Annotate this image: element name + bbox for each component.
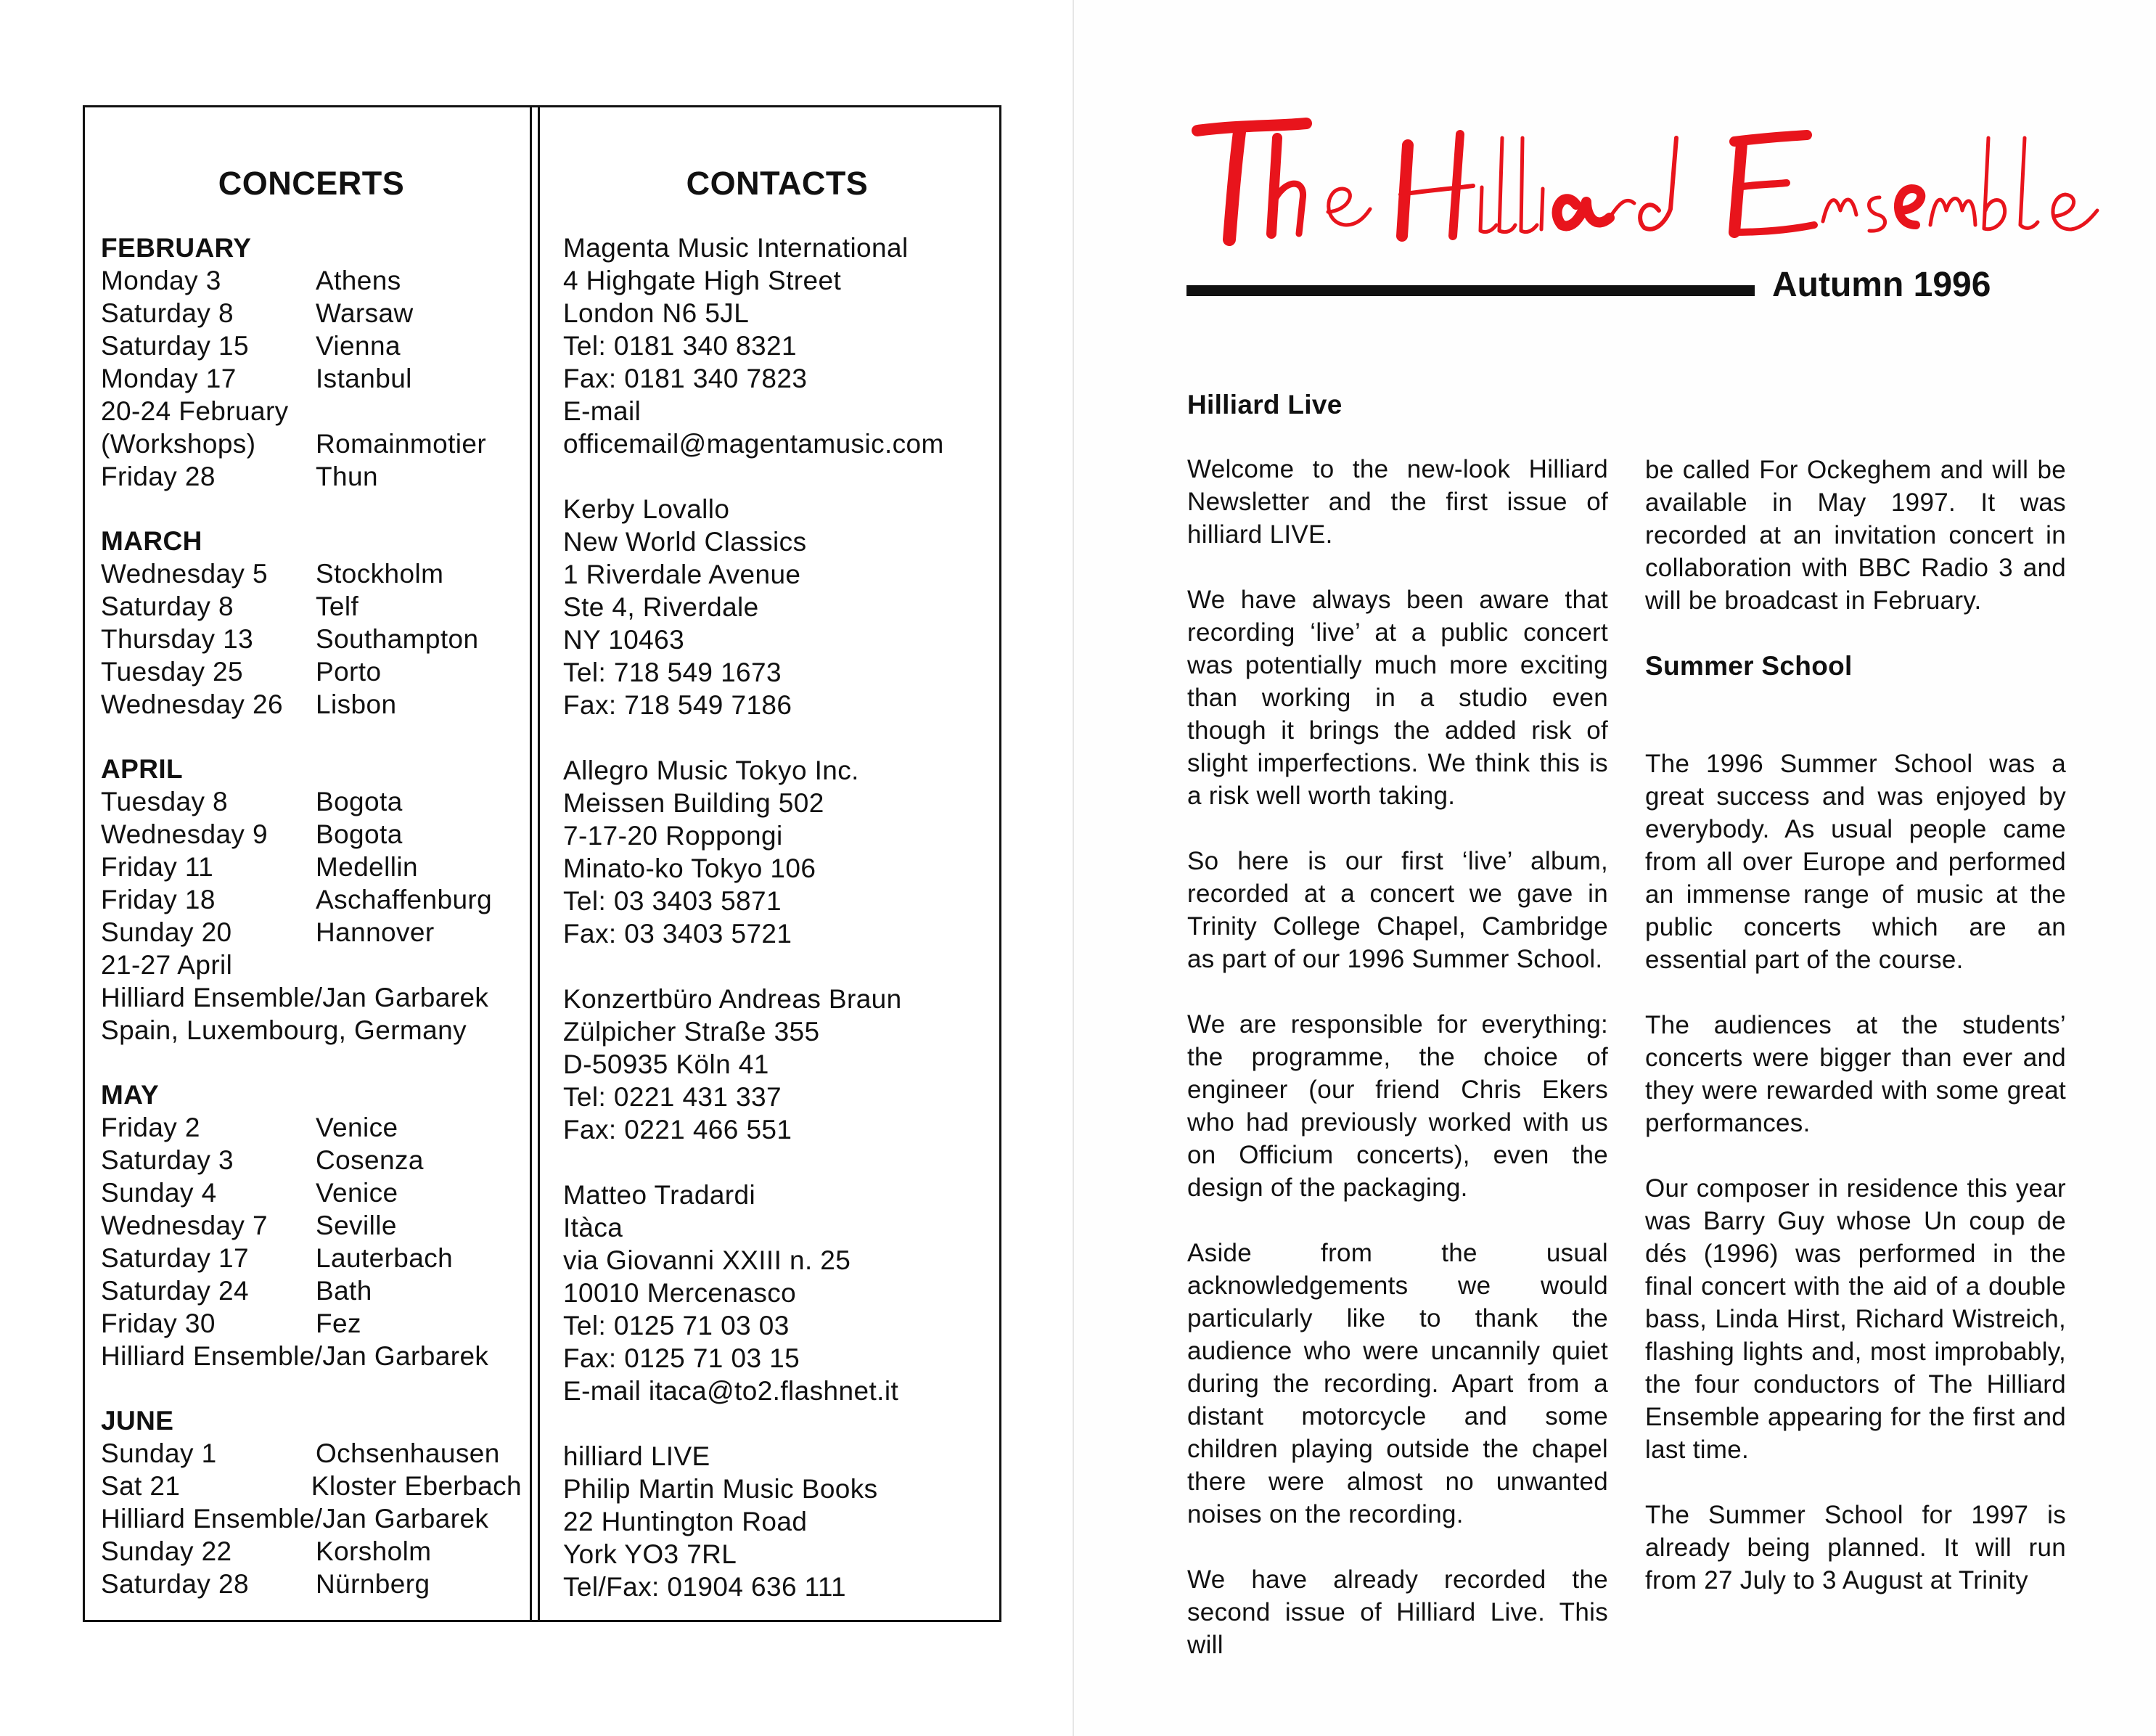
concert-row: [101, 264, 522, 297]
contact-line: Tel: 718 549 1673: [563, 658, 782, 687]
concert-date: Saturday 8: [101, 298, 234, 328]
month-heading: MAY: [101, 1080, 160, 1110]
contact-line: Tel/Fax: 01904 636 111: [563, 1572, 847, 1602]
concert-row: [101, 460, 522, 493]
concert-date: Friday 28: [101, 462, 216, 491]
concert-date: Tuesday 8: [101, 787, 228, 816]
concert-row: [101, 688, 522, 721]
column-divider: [530, 105, 540, 1622]
contact-line: Magenta Music International: [563, 233, 909, 263]
issue-date: Autumn 1996: [1772, 266, 1991, 304]
contact-block: [563, 493, 991, 721]
concerts-title: CONCERTS: [218, 165, 405, 202]
concert-row: [101, 1144, 522, 1176]
contacts-column: [563, 105, 991, 1636]
concert-place: Medellin: [316, 852, 418, 882]
concerts-column: [101, 105, 522, 1600]
contact-line: 10010 Mercenasco: [563, 1278, 797, 1308]
summer-school-paragraph: The 1996 Summer School was a great success and was enjoyed by everybody. As usual people came from all over Europe and performed an immense range of music at the public concerts which are an essential part of the course.: [1645, 750, 2066, 974]
contacts-list: [563, 232, 991, 1603]
contact-line: Philip Martin Music Books: [563, 1474, 878, 1504]
concert-place: Kloster Eberbach: [311, 1471, 522, 1501]
concert-place: Venice: [316, 1178, 398, 1208]
concert-date: Sunday 4: [101, 1178, 217, 1208]
contact-block: [563, 983, 991, 1146]
hilliard-live-paragraph: Aside from the usual acknowledgements we would particularly like to thank the audience who were uncannily quiet during the recording. Apart from a distant motorcycle and some children playing outside the chapel there were almost no unwanted noises on the recording.: [1187, 1239, 1608, 1528]
concert-place: Hannover: [316, 917, 435, 947]
summer-school-paragraph: The Summer School for 1997 is already being planned. It will run from 27 July to 3 August at Trinity: [1645, 1501, 2066, 1594]
concert-date: Monday 17: [101, 364, 237, 393]
contact-line: 1 Riverdale Avenue: [563, 560, 801, 589]
concert-note: Spain, Luxembourg, Germany: [101, 1015, 467, 1045]
contact-line: Ste 4, Riverdale: [563, 592, 759, 622]
concert-date: Friday 18: [101, 885, 216, 914]
concert-row: [101, 1111, 522, 1144]
contact-line: 7-17-20 Roppongi: [563, 821, 783, 851]
concert-place: Lauterbach: [316, 1243, 454, 1273]
summer-school-paragraph: The audiences at the students’ concerts were bigger than ever and they were rewarded with some great performances.: [1645, 1011, 2066, 1137]
month-heading: JUNE: [101, 1406, 174, 1436]
contact-line: hilliard LIVE: [563, 1441, 710, 1471]
concert-date: Monday 3: [101, 266, 221, 295]
concert-row: [101, 1176, 522, 1209]
concert-date: Friday 30: [101, 1309, 216, 1338]
summer-school-paragraph: Our composer in residence this year was Barry Guy whose Un coup de dés (1996) was performed in the final concert with the aid of a double bass, Linda Hirst, Richard Wistreich, flashing lights and, most improbably, the four conductors of The Hilliard Ensemble appearing for the first and last time.: [1645, 1174, 2066, 1464]
concert-place: Thun: [316, 462, 378, 491]
concert-row: [101, 1437, 522, 1470]
hilliard-live-paragraph: Welcome to the new-look Hilliard Newsletter and the first issue of hilliard LIVE.: [1187, 455, 1608, 549]
concert-place: Fez: [316, 1309, 361, 1338]
contact-line: officemail@magentamusic.com: [563, 429, 944, 459]
concert-date: Thursday 13: [101, 624, 254, 654]
concert-date: Wednesday 26: [101, 689, 283, 719]
contact-line: Fax: 0125 71 03 15: [563, 1343, 800, 1373]
hilliard-ensemble-logo: [1183, 109, 2112, 254]
contact-line: Tel: 0125 71 03 03: [563, 1311, 790, 1340]
concert-place: Vienna: [316, 331, 401, 361]
concert-row: [101, 623, 522, 655]
hilliard-live-paragraph: We have already recorded the second issue of Hilliard Live. This will: [1187, 1565, 1608, 1659]
concert-date: (Workshops): [101, 429, 256, 459]
concert-note: 20-24 February: [101, 396, 289, 426]
concert-place: Athens: [316, 266, 401, 295]
hilliard-live-heading: Hilliard Live: [1187, 390, 1343, 419]
concert-date: Wednesday 9: [101, 819, 268, 849]
concert-date: Wednesday 7: [101, 1211, 268, 1240]
concert-place: Bath: [316, 1276, 372, 1306]
concert-place: Warsaw: [316, 298, 414, 328]
contact-line: E-mail: [563, 396, 642, 426]
concert-place: Istanbul: [316, 364, 412, 393]
contact-line: Kerby Lovallo: [563, 494, 730, 524]
contact-line: Fax: 718 549 7186: [563, 690, 792, 720]
concert-row: [101, 655, 522, 688]
concert-date: Saturday 28: [101, 1569, 249, 1599]
contact-line: Fax: 03 3403 5721: [563, 919, 792, 949]
contact-line: York YO3 7RL: [563, 1539, 737, 1569]
contact-line: Minato-ko Tokyo 106: [563, 853, 816, 883]
concert-row: [101, 1274, 522, 1307]
contact-line: Fax: 0181 340 7823: [563, 364, 808, 393]
contact-line: E-mail itaca@to2.flashnet.it: [563, 1376, 899, 1406]
concert-row: [101, 590, 522, 623]
concert-row: [101, 818, 522, 851]
concert-row: [101, 1535, 522, 1568]
hilliard-live-body: [1187, 453, 1608, 1661]
contact-line: Konzertbüro Andreas Braun: [563, 984, 902, 1014]
contact-line: 22 Huntington Road: [563, 1507, 808, 1536]
contact-line: London N6 5JL: [563, 298, 750, 328]
right-page: [1073, 0, 2156, 1736]
contact-block: [563, 1440, 991, 1603]
concert-date: Saturday 24: [101, 1276, 249, 1306]
concert-place: Bogota: [316, 819, 403, 849]
newsletter-column-left: [1187, 388, 1608, 1694]
concert-date: Tuesday 25: [101, 657, 243, 687]
contact-line: Allegro Music Tokyo Inc.: [563, 756, 859, 785]
contact-line: Tel: 03 3403 5871: [563, 886, 782, 916]
contact-block: [563, 232, 991, 460]
concert-row: [101, 785, 522, 818]
contacts-title: CONTACTS: [686, 165, 869, 202]
concert-place: Bogota: [316, 787, 403, 816]
contact-line: Fax: 0221 466 551: [563, 1115, 792, 1145]
concerts-list: [101, 232, 522, 1600]
summer-school-heading: Summer School: [1645, 651, 1853, 681]
concert-place: Southampton: [316, 624, 479, 654]
concert-date: Sunday 22: [101, 1536, 232, 1566]
hilliard-live-paragraph: We have always been aware that recording ‘live’ at a public concert was potentially much more exciting than working in a studio even though it brings the added risk of slight imperfections. We think this is a risk well worth taking.: [1187, 586, 1608, 810]
concert-place: Romainmotier: [316, 429, 487, 459]
concert-row: [101, 851, 522, 883]
concert-row: [101, 883, 522, 916]
concert-date: Friday 2: [101, 1113, 200, 1142]
contact-line: D-50935 Köln 41: [563, 1049, 769, 1079]
concert-date: Saturday 15: [101, 331, 249, 361]
concert-date: Sunday 20: [101, 917, 232, 947]
concert-place: Stockholm: [316, 559, 444, 589]
concert-place: Korsholm: [316, 1536, 432, 1566]
header-rule: [1186, 285, 1755, 296]
concert-date: Saturday 17: [101, 1243, 249, 1273]
concert-date: Wednesday 5: [101, 559, 268, 589]
month-heading: MARCH: [101, 526, 202, 556]
concert-note: Hilliard Ensemble/Jan Garbarek: [101, 1341, 489, 1371]
concert-place: Lisbon: [316, 689, 397, 719]
contact-line: Meissen Building 502: [563, 788, 824, 818]
contact-line: NY 10463: [563, 625, 685, 655]
left-page: [0, 0, 1073, 1736]
concert-place: Ochsenhausen: [316, 1438, 500, 1468]
contact-line: Zülpicher Straße 355: [563, 1017, 820, 1047]
concert-place: Venice: [316, 1113, 398, 1142]
contact-block: [563, 754, 991, 950]
concert-date: Friday 11: [101, 852, 214, 882]
concert-place: Aschaffenburg: [316, 885, 493, 914]
concert-row: [101, 329, 522, 362]
concert-row: [101, 1568, 522, 1600]
concert-row: [101, 1307, 522, 1340]
contact-line: Tel: 0181 340 8321: [563, 331, 797, 361]
contact-line: Itàca: [563, 1213, 623, 1242]
concert-row: [101, 427, 522, 460]
concert-place: Telf: [316, 591, 359, 621]
concert-note: Hilliard Ensemble/Jan Garbarek: [101, 983, 489, 1012]
contact-block: [563, 1179, 991, 1407]
concert-row: [101, 1209, 522, 1242]
concert-place: Porto: [316, 657, 382, 687]
concert-row: [101, 362, 522, 395]
concert-date: Sunday 1: [101, 1438, 217, 1468]
concert-row: [101, 1242, 522, 1274]
concert-date: Sat 21: [101, 1471, 181, 1501]
summer-school-body: [1645, 748, 2066, 1597]
concert-date: Saturday 3: [101, 1145, 234, 1175]
concert-note: Hilliard Ensemble/Jan Garbarek: [101, 1504, 489, 1534]
contact-line: Tel: 0221 431 337: [563, 1082, 782, 1112]
month-heading: FEBRUARY: [101, 233, 252, 263]
contact-line: New World Classics: [563, 527, 807, 557]
contact-line: 4 Highgate High Street: [563, 266, 842, 295]
hilliard-live-paragraph: We are responsible for everything: the programme, the choice of engineer (our friend Chris Ekers who had previously worked with us on Officium concerts), even the design of the packaging.: [1187, 1010, 1608, 1202]
hilliard-live-continuation: be called For Ockeghem and will be available in May 1997. It was recorded at an invitation concert in collaboration with BBC Radio 3 and will be broadcast in February.: [1645, 456, 2066, 615]
concert-row: [101, 557, 522, 590]
contact-line: via Giovanni XXIII n. 25: [563, 1245, 851, 1275]
concert-place: Cosenza: [316, 1145, 424, 1175]
hilliard-live-paragraph: So here is our first ‘live’ album, recorded at a concert we gave in Trinity College Chapel, Cambridge as part of our 1996 Summer School.: [1187, 847, 1608, 973]
newsletter-column-right: [1645, 388, 2066, 1629]
month-heading: APRIL: [101, 754, 183, 784]
concert-note: 21-27 April: [101, 950, 233, 980]
contact-line: Matteo Tradardi: [563, 1180, 756, 1210]
concert-row: [101, 1470, 522, 1502]
concert-row: [101, 297, 522, 329]
concert-place: Seville: [316, 1211, 397, 1240]
concert-row: [101, 916, 522, 949]
concert-place: Nürnberg: [316, 1569, 430, 1599]
concert-date: Saturday 8: [101, 591, 234, 621]
